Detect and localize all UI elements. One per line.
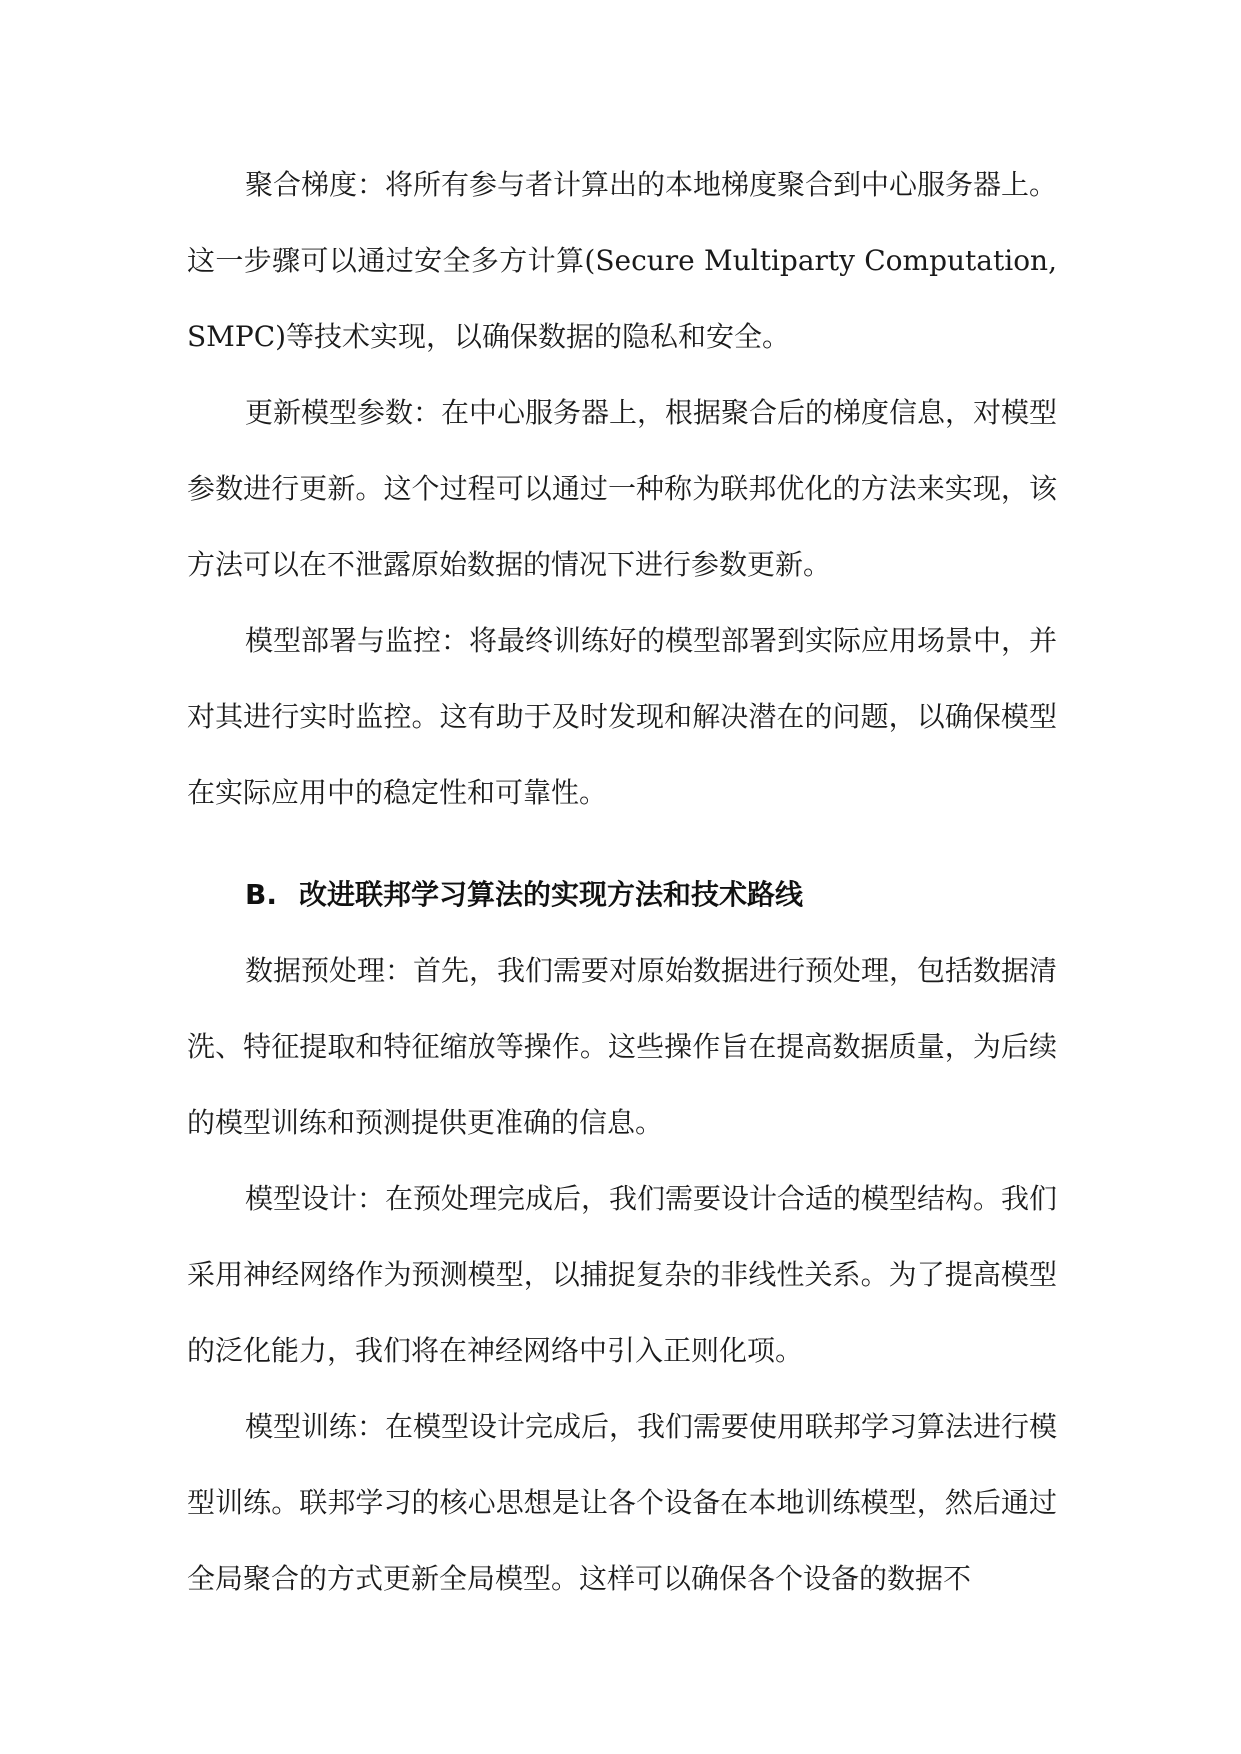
paragraph-deploy-monitor: 模型部署与监控：将最终训练好的模型部署到实际应用场景中，并对其进行实时监控。这有助于及时发现和解决潜在的问题，以确保模型在实际应用中的稳定性和可靠性。 <box>187 624 1058 809</box>
section-number: B. <box>245 878 277 911</box>
section-title: 改进联邦学习算法的实现方法和技术路线 <box>298 878 803 911</box>
paragraph-model-training: 模型训练：在模型设计完成后，我们需要使用联邦学习算法进行模型训练。联邦学习的核心思想是让各个设备在本地训练模型，然后通过全局聚合的方式更新全局模型。这样可以确保各个设备的数据不 <box>187 1410 1058 1595</box>
paragraph-model-design: 模型设计：在预处理完成后，我们需要设计合适的模型结构。我们采用神经网络作为预测模型，以捕捉复杂的非线性关系。为了提高模型的泛化能力，我们将在神经网络中引入正则化项。 <box>187 1182 1058 1367</box>
paragraph-aggregate-gradients: 聚合梯度：将所有参与者计算出的本地梯度聚合到中心服务器上。这一步骤可以通过安全多方计算(Secure Multiparty Computation, SMPC)等技术实现，以确保数据的隐私和安全。 <box>187 168 1058 353</box>
document-body <box>187 147 1057 1617</box>
section-heading <box>187 857 1057 933</box>
paragraph-update-parameters: 更新模型参数：在中心服务器上，根据聚合后的梯度信息，对模型参数进行更新。这个过程可以通过一种称为联邦优化的方法来实现，该方法可以在不泄露原始数据的情况下进行参数更新。 <box>187 396 1058 581</box>
paragraph-data-preprocessing: 数据预处理：首先，我们需要对原始数据进行预处理，包括数据清洗、特征提取和特征缩放等操作。这些操作旨在提高数据质量，为后续的模型训练和预测提供更准确的信息。 <box>187 954 1058 1139</box>
